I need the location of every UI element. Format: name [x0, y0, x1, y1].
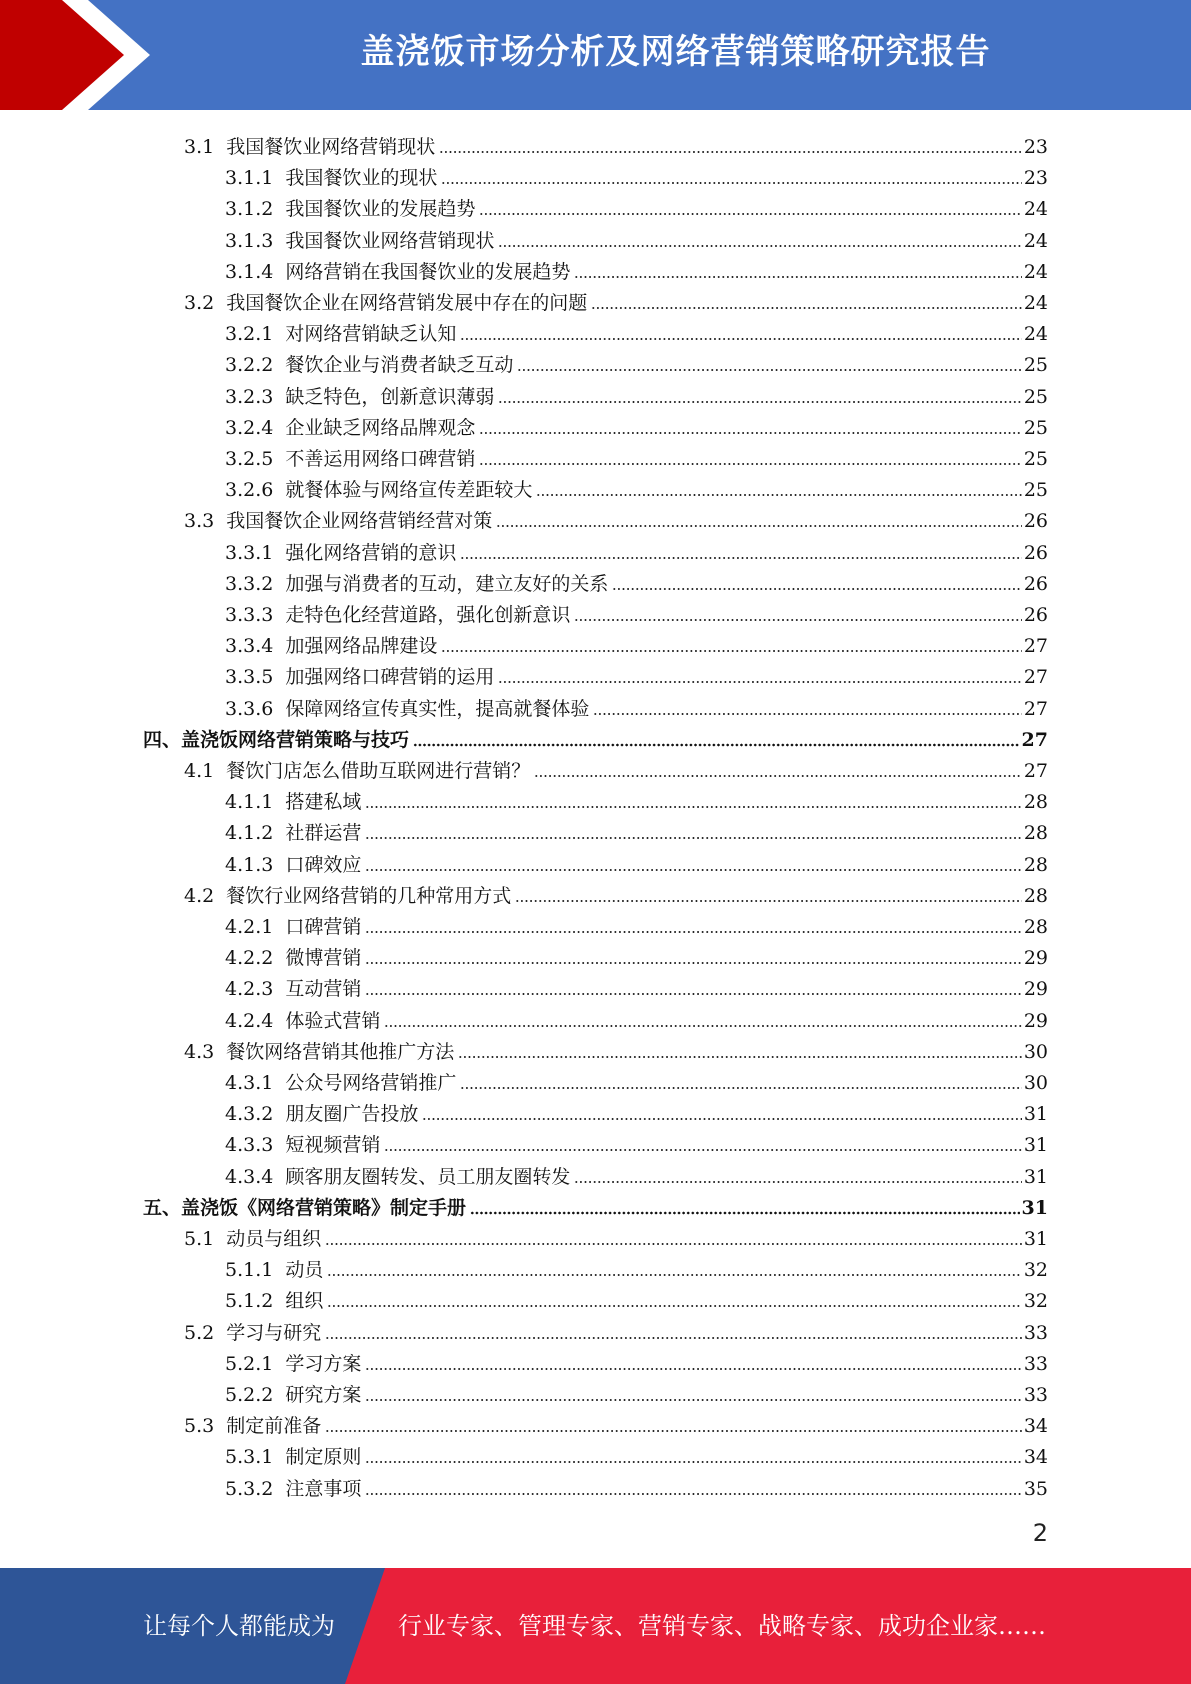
toc-entry-page: 28 [1023, 884, 1048, 907]
footer-slogan-right: 行业专家、管理专家、营销专家、战略专家、成功企业家…… [398, 1612, 1046, 1640]
toc-entry-number: 5.1 [184, 1228, 215, 1250]
toc-entry-title: 四、盖浇饭网络营销策略与技巧 [143, 728, 410, 751]
toc-entry[interactable] [225, 190, 1048, 221]
toc-entry-number: 3.1.4 [225, 260, 274, 283]
toc-entry-page: 30 [1023, 1072, 1048, 1094]
toc-entry-number: 4.1.3 [225, 853, 274, 876]
toc-dot-leader [496, 524, 1022, 528]
toc-entry-title: 制定原则 [285, 1446, 362, 1469]
toc-entry[interactable] [225, 1126, 1048, 1157]
toc-entry-page: 34 [1023, 1415, 1048, 1438]
toc-entry-number: 4.3.4 [225, 1165, 274, 1188]
toc-dot-leader [498, 680, 1021, 684]
toc-entry-page: 31 [1023, 1134, 1048, 1157]
toc-entry-page: 27 [1021, 728, 1048, 751]
toc-entry[interactable] [225, 939, 1048, 970]
toc-entry-page: 27 [1023, 666, 1048, 689]
toc-entry-page: 25 [1023, 448, 1048, 470]
toc-entry[interactable] [225, 378, 1048, 409]
toc-entry-title: 顾客朋友圈转发、员工朋友圈转发 [285, 1165, 571, 1188]
toc-entry-number: 3.3.2 [225, 572, 274, 595]
toc-entry-number: 5.1.2 [225, 1290, 274, 1313]
toc-entry-number: 5.2 [184, 1321, 215, 1344]
toc-entry-title: 餐饮门店怎么借助互联网进行营销？ [226, 760, 531, 782]
toc-entry[interactable] [225, 970, 1048, 1001]
toc-entry-title: 餐饮行业网络营销的几种常用方式 [226, 884, 512, 907]
toc-entry-number: 5.2.1 [225, 1352, 274, 1375]
toc-entry-title: 餐饮企业与消费者缺乏互动 [285, 354, 514, 377]
toc-dot-leader [574, 1180, 1021, 1184]
toc-entry-page: 34 [1023, 1446, 1048, 1469]
toc-entry-title: 就餐体验与网络宣传差距较大 [285, 479, 533, 502]
toc-entry[interactable] [225, 346, 1048, 377]
toc-entry-page: 24 [1023, 260, 1048, 283]
toc-entry[interactable] [225, 222, 1048, 253]
toc-entry-page: 30 [1023, 1040, 1048, 1063]
toc-dot-leader [515, 899, 1022, 903]
toc-entry-number: 3.2 [184, 292, 215, 314]
toc-entry-number: 3.2.3 [225, 385, 274, 408]
toc-entry-title: 餐饮网络营销其他推广方法 [226, 1040, 455, 1063]
toc-entry-title: 我国餐饮业网络营销现状 [226, 136, 436, 158]
toc-entry-page: 26 [1023, 572, 1048, 595]
toc-entry[interactable] [225, 1095, 1048, 1126]
toc-entry-page: 35 [1023, 1477, 1048, 1500]
toc-dot-leader [365, 1367, 1021, 1371]
toc-entry-title: 加强网络口碑营销的运用 [285, 666, 495, 689]
toc-entry[interactable] [184, 1033, 1048, 1064]
toc-entry-page: 29 [1023, 978, 1048, 1001]
toc-entry[interactable] [184, 502, 1048, 533]
toc-entry-number: 3.2.4 [225, 416, 274, 439]
toc-entry-title: 企业缺乏网络品牌观念 [285, 416, 476, 439]
toc-entry[interactable] [225, 627, 1048, 658]
toc-entry-page: 33 [1023, 1352, 1048, 1375]
toc-dot-leader [384, 1024, 1021, 1028]
toc-entry-title: 我国餐饮业网络营销现状 [285, 229, 495, 252]
toc-entry-page: 29 [1023, 1009, 1048, 1032]
toc-entry-title: 我国餐饮业的现状 [285, 167, 438, 190]
toc-dot-leader [479, 212, 1021, 216]
toc-dot-leader [612, 587, 1021, 591]
toc-entry-title: 走特色化经营道路，强化创新意识 [285, 604, 571, 626]
toc-entry-page: 28 [1023, 916, 1048, 938]
toc-entry[interactable] [225, 565, 1048, 596]
toc-dot-leader [365, 1398, 1021, 1402]
toc-entry[interactable] [184, 877, 1048, 908]
page-header [0, 0, 1191, 110]
toc-entry[interactable] [225, 908, 1048, 939]
toc-dot-leader [591, 306, 1022, 310]
toc-entry-title: 社群运营 [285, 822, 362, 845]
toc-entry[interactable] [225, 315, 1048, 346]
toc-entry-page: 25 [1023, 479, 1048, 502]
toc-entry-number: 5.2.2 [225, 1384, 274, 1406]
toc-dot-leader [413, 743, 1020, 747]
toc-entry-page: 23 [1023, 136, 1048, 158]
toc-entry[interactable] [225, 1438, 1048, 1469]
toc-dot-leader [365, 805, 1021, 809]
toc-entry[interactable] [184, 1220, 1048, 1251]
page-number: 2 [1032, 1519, 1048, 1547]
toc-entry-title: 朋友圈广告投放 [285, 1103, 419, 1126]
toc-entry-number: 4.1.1 [225, 791, 274, 814]
toc-entry-page: 31 [1023, 1103, 1048, 1126]
toc-entry-number: 3.2.5 [225, 448, 274, 470]
toc-entry-number: 5.3.1 [225, 1446, 274, 1469]
toc-dot-leader [574, 618, 1021, 622]
toc-entry-page: 25 [1023, 416, 1048, 439]
toc-entry[interactable] [225, 440, 1048, 471]
toc-entry-number: 3.2.6 [225, 479, 274, 502]
toc-dot-leader [365, 836, 1021, 840]
toc-dot-leader [365, 930, 1021, 934]
toc-entry-title: 研究方案 [285, 1384, 362, 1406]
toc-entry-page: 25 [1023, 385, 1048, 408]
toc-entry-page: 32 [1023, 1259, 1048, 1282]
toc-dot-leader [327, 1304, 1021, 1308]
toc-entry-title: 体验式营销 [285, 1009, 381, 1032]
toc-entry-page: 28 [1023, 822, 1048, 845]
toc-entry[interactable] [225, 1345, 1048, 1376]
toc-entry-title: 组织 [285, 1290, 324, 1313]
toc-entry-page: 26 [1023, 604, 1048, 626]
toc-entry-page: 28 [1023, 791, 1048, 814]
toc-dot-leader [534, 774, 1022, 778]
toc-entry-page: 31 [1021, 1196, 1048, 1219]
toc-entry[interactable] [225, 596, 1048, 627]
toc-entry-title: 动员 [285, 1259, 324, 1282]
toc-dot-leader [365, 1460, 1021, 1464]
toc-entry-number: 4.3.2 [225, 1103, 274, 1126]
toc-entry-page: 32 [1023, 1290, 1048, 1313]
toc-entry-title: 口碑效应 [285, 853, 362, 876]
toc-entry[interactable] [225, 783, 1048, 814]
toc-entry[interactable] [225, 658, 1048, 689]
toc-entry-number: 4.2.3 [225, 978, 274, 1001]
toc-entry[interactable] [225, 1251, 1048, 1282]
toc-entry-number: 3.3.6 [225, 697, 274, 720]
toc-dot-leader [422, 1117, 1021, 1121]
toc-entry-number: 3.2.1 [225, 323, 274, 346]
toc-entry-number: 5.3 [184, 1415, 215, 1438]
toc-entry-title: 网络营销在我国餐饮业的发展趋势 [285, 260, 571, 283]
toc-dot-leader [365, 961, 1021, 965]
toc-dot-leader [441, 649, 1021, 653]
toc-entry-number: 4.1 [184, 760, 215, 782]
toc-entry-number: 3.3.5 [225, 666, 274, 689]
toc-entry-title: 学习方案 [285, 1352, 362, 1375]
toc-entry-title: 注意事项 [285, 1477, 362, 1500]
toc-dot-leader [470, 1211, 1020, 1215]
toc-dot-leader [458, 1055, 1022, 1059]
toc-entry-title: 不善运用网络口碑营销 [285, 448, 476, 470]
toc-entry-title: 五、盖浇饭《网络营销策略》制定手册 [143, 1196, 467, 1219]
toc-entry-title: 我国餐饮企业网络营销经营对策 [226, 510, 493, 533]
toc-entry-title: 加强与消费者的互动，建立友好的关系 [285, 572, 609, 595]
toc-entry-title: 制定前准备 [226, 1415, 322, 1438]
toc-dot-leader [593, 712, 1021, 716]
toc-dot-leader [325, 1336, 1022, 1340]
toc-entry-title: 保障网络宣传真实性，提高就餐体验 [285, 697, 590, 720]
toc-entry[interactable] [225, 1282, 1048, 1313]
toc-entry-number: 3.1.1 [225, 167, 274, 190]
toc-dot-leader [439, 150, 1022, 154]
toc-dot-leader [460, 337, 1021, 341]
toc-entry-title: 短视频营销 [285, 1134, 381, 1157]
toc-entry-title: 微博营销 [285, 947, 362, 970]
toc-entry[interactable] [225, 690, 1048, 721]
toc-entry[interactable] [184, 128, 1048, 159]
toc-entry-number: 3.3.3 [225, 604, 274, 626]
toc-entry-number: 4.2.1 [225, 916, 274, 938]
toc-dot-leader [536, 493, 1021, 497]
toc-entry-number: 3.3.4 [225, 635, 274, 658]
toc-entry-number: 3.1.2 [225, 198, 274, 221]
toc-entry-title: 公众号网络营销推广 [285, 1072, 457, 1094]
toc-entry[interactable] [225, 846, 1048, 877]
toc-dot-leader [325, 1242, 1022, 1246]
toc-entry[interactable] [225, 471, 1048, 502]
toc-entry-number: 5.1.1 [225, 1259, 274, 1282]
toc-entry[interactable] [225, 534, 1048, 565]
toc-entry-title: 我国餐饮业的发展趋势 [285, 198, 476, 221]
toc-entry-title: 口碑营销 [285, 916, 362, 938]
toc-entry-title: 动员与组织 [226, 1228, 322, 1250]
toc-entry-number: 4.2.2 [225, 947, 274, 970]
toc-entry[interactable] [184, 1407, 1048, 1438]
toc-dot-leader [327, 1273, 1021, 1277]
toc-entry[interactable] [225, 1064, 1048, 1095]
toc-entry[interactable] [225, 1158, 1048, 1189]
toc-entry[interactable] [225, 253, 1048, 284]
toc-entry-number: 4.2 [184, 884, 215, 907]
toc-entry-number: 3.1.3 [225, 229, 274, 252]
toc-entry-page: 28 [1023, 853, 1048, 876]
toc-entry-number: 4.3.3 [225, 1134, 274, 1157]
toc-entry-title: 强化网络营销的意识 [285, 541, 457, 564]
toc-dot-leader [460, 556, 1021, 560]
toc-entry-title: 我国餐饮企业在网络营销发展中存在的问题 [226, 292, 588, 314]
toc-dot-leader [365, 1492, 1021, 1496]
toc-entry[interactable] [225, 1002, 1048, 1033]
toc-entry-title: 搭建私域 [285, 791, 362, 814]
toc-entry[interactable] [225, 1470, 1048, 1501]
toc-entry[interactable] [225, 159, 1048, 190]
toc-dot-leader [325, 1429, 1022, 1433]
toc-entry-number: 3.2.2 [225, 354, 274, 377]
toc-dot-leader [479, 431, 1021, 435]
toc-entry-page: 24 [1023, 292, 1048, 314]
document-title: 盖浇饭市场分析及网络营销策略研究报告 [360, 32, 991, 72]
toc-entry-number: 5.3.2 [225, 1477, 274, 1500]
toc-entry-page: 33 [1023, 1384, 1048, 1406]
toc-dot-leader [384, 1148, 1021, 1152]
toc-entry-number: 4.3.1 [225, 1072, 274, 1094]
toc-entry-number: 3.1 [184, 136, 215, 158]
toc-entry-number: 4.3 [184, 1040, 215, 1063]
toc-entry[interactable] [225, 409, 1048, 440]
toc-dot-leader [479, 462, 1021, 466]
toc-entry-page: 26 [1023, 541, 1048, 564]
toc-entry-page: 24 [1023, 323, 1048, 346]
toc-entry-page: 31 [1023, 1228, 1048, 1250]
toc-entry-page: 29 [1023, 947, 1048, 970]
toc-dot-leader [441, 181, 1021, 185]
toc-entry[interactable] [143, 1189, 1048, 1220]
toc-entry[interactable] [184, 1314, 1048, 1345]
toc-entry-title: 互动营销 [285, 978, 362, 1001]
toc-entry-number: 3.3 [184, 510, 215, 533]
toc-entry-page: 26 [1023, 510, 1048, 533]
toc-entry-page: 23 [1023, 167, 1048, 190]
toc-entry-number: 4.1.2 [225, 822, 274, 845]
toc-entry[interactable] [225, 814, 1048, 845]
header-arrow-decoration [0, 0, 170, 110]
toc-entry-page: 27 [1023, 635, 1048, 658]
toc-dot-leader [517, 368, 1021, 372]
toc-entry-page: 24 [1023, 198, 1048, 221]
page-footer [0, 1568, 1191, 1684]
footer-slogan-left: 让每个人都能成为 [143, 1612, 335, 1640]
toc-entry[interactable] [225, 1376, 1048, 1407]
toc-dot-leader [498, 400, 1021, 404]
toc-dot-leader [460, 1086, 1021, 1090]
toc-entry-title: 缺乏特色，创新意识薄弱 [285, 385, 495, 408]
toc-entry-page: 25 [1023, 354, 1048, 377]
toc-entry-number: 3.3.1 [225, 541, 274, 564]
toc-dot-leader [365, 868, 1021, 872]
toc-entry[interactable] [143, 721, 1048, 752]
toc-entry-page: 33 [1023, 1321, 1048, 1344]
toc-dot-leader [574, 275, 1021, 279]
toc-entry[interactable] [184, 284, 1048, 315]
toc-entry-page: 27 [1023, 760, 1048, 782]
toc-entry-page: 27 [1023, 697, 1048, 720]
toc-dot-leader [498, 244, 1021, 248]
toc-entry[interactable] [184, 752, 1048, 783]
toc-entry-title: 对网络营销缺乏认知 [285, 323, 457, 346]
toc-entry-page: 31 [1023, 1165, 1048, 1188]
toc-entry-page: 24 [1023, 229, 1048, 252]
toc-entry-title: 学习与研究 [226, 1321, 322, 1344]
toc-entry-number: 4.2.4 [225, 1009, 274, 1032]
toc-dot-leader [365, 992, 1021, 996]
toc-entry-title: 加强网络品牌建设 [285, 635, 438, 658]
